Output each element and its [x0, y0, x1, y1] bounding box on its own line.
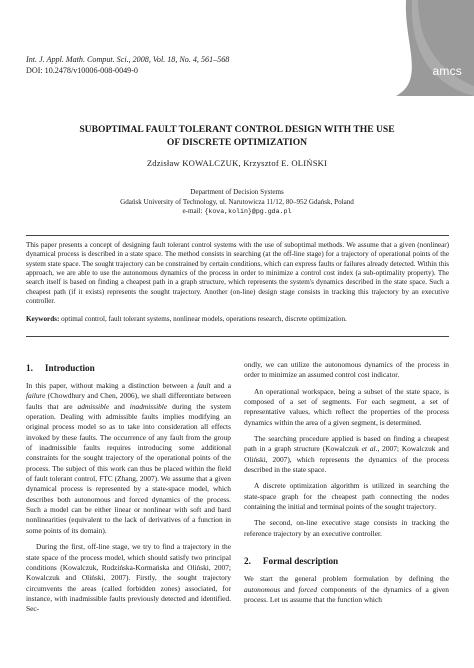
abstract: This paper presents a concept of designing fault tolerant control systems with the use of suboptimal methods. We assume that a given (nonlinear) dynamical process is described in a state space. The method consists in searching (at the off-line stage) for a trajectory of operational points of the system state space. The sought trajectory can be constrained by certain conditions, which can express faults or failures already detected. Within this approach, we are able to use the autonomous dynamics of the process in order to minimize a control cost index (a sub-optimality property). The search itself is based on finding a cheapest path in a graph structure, which represents the system's dynamics described in the state space. Such a cheapest path (if it exists) represents the sought trajectory. Another (on-line) design stage consists in tracking this trajectory by an executive controller.	[26, 241, 449, 306]
emph-inadmissible: inadmissible	[129, 401, 168, 411]
affiliation-department: Department of Decision Systems	[190, 188, 284, 196]
text-span: and	[109, 401, 130, 411]
text-span: during the system operation. Dealing with admissible faults implies modifying an original process model so as to take into consideration all effects invoked by these faults. The occurrence of any fault from the group of inadmissible faults requires introducing some additional constraints for the sought trajectory of the operational points of the process. The subject of this work can thus be placed within the field of fault tolerant control, FTC (Zhang, 2007). We assume that a given dynamical process is represented by a state-space model, which describes both autonomous and forced dynamics of the process. Such a model can be either linear or nonlinear with soft and hard nonlinearities (equivalent to the lack of derivatives of a function in some points of its domain).	[26, 401, 231, 535]
left-column	[26, 362, 231, 615]
text-span: components of the dynamics of a given process. Let us assume that the function which	[244, 584, 449, 604]
logo-text: amcs	[432, 64, 462, 78]
doi-line: DOI: 10.2478/v10006-008-0049-0	[26, 66, 138, 75]
amcs-logo	[396, 0, 474, 96]
text-span: and a	[210, 381, 231, 390]
affiliation-email-line	[40, 207, 434, 217]
title-line-1: SUBOPTIMAL FAULT TOLERANT CONTROL DESIGN WITH THE USE	[79, 124, 395, 135]
emph-fault: fault	[197, 381, 211, 390]
author-list: Zdzisław KOWALCZUK, Krzysztof E. OLIŃSKI	[146, 158, 328, 168]
right-paragraph-5: The second, on-line executive stage consists in tracking the reference trajectory by an executive controller.	[244, 518, 449, 538]
emph-forced: forced	[298, 584, 318, 594]
section-2-title: Formal description	[262, 556, 339, 567]
right-paragraph-4: A discrete optimization algorithm is utilized in searching the state-space graph for the cheapest path connecting the nodes containing the initial and terminal points of the sought trajectory.	[244, 481, 449, 512]
section-1-title: Introduction	[44, 363, 95, 373]
intro-paragraph-2: During the first, off-line stage, we try to find a trajectory in the state space of the process model, which should satisfy two principal conditions (Kowalczuk, Rudzińska-Kormańska and Oliński, 2007; Kowalczuk and Oliński, 2007). Firstly, the sought trajectory circumvents the areas (called forbidden zones) associated, for instance, with inadmissible faults previously detected and identified. Sec-	[26, 542, 231, 614]
paper-title	[40, 124, 434, 149]
section-1-heading	[26, 362, 231, 374]
title-line-2: OF DISCRETE OPTIMIZATION	[166, 136, 308, 148]
keywords-text: optimal control, fault tolerant systems, nonlinear models, operations research, discrete optimization.	[59, 315, 347, 323]
text-span: In this paper, without making a distinction between a	[26, 381, 198, 390]
abstract-bottom-rule	[26, 336, 449, 337]
keywords-label: Keywords:	[26, 315, 60, 323]
affiliation-university: Gdańsk University of Technology, ul. Narutowicza 11/12, 80–952 Gdańsk, Poland	[120, 197, 354, 206]
text-span: The searching procedure applied is based on finding a cheapest path in a graph structure (Kowalczuk	[244, 434, 449, 454]
intro-paragraph-1	[26, 381, 231, 536]
emph-et-al: et al.	[361, 444, 378, 454]
section-2-number: 2.	[244, 556, 251, 567]
emph-autonomous: autonomous	[244, 584, 281, 594]
emph-failure: failure	[26, 391, 46, 401]
text-span: and	[280, 584, 299, 594]
right-paragraph-2: An operational workspace, being a subset of the state space, is composed of a set of segments. For each segment, a set of representative values, which reflect the properties of the process dynamics within the area of a given segment, is determined.	[244, 386, 449, 427]
right-paragraph-1: ondly, we can utilize the autonomous dynamics of the process in order to minimize an assumed control cost indicator.	[244, 360, 449, 380]
section-1-number: 1.	[26, 363, 33, 373]
affiliation	[40, 188, 434, 217]
section-2-heading	[244, 555, 449, 567]
email-label: e-mail:	[182, 207, 205, 216]
keywords	[26, 315, 449, 324]
formal-paragraph-1	[244, 574, 449, 605]
right-column	[244, 360, 449, 605]
text-span: , 2007; Kowalczuk and Oliński, 2007), which represents the dynamics of the process described in the state space.	[244, 444, 449, 475]
right-paragraph-3	[244, 434, 449, 475]
text-span: We start the general problem formulation by defining the	[244, 574, 449, 584]
abstract-top-rule	[26, 235, 449, 236]
journal-citation: Int. J. Appl. Math. Comput. Sci., 2008, Vol. 18, No. 4, 561–568	[26, 55, 230, 64]
logo-swoosh-icon	[396, 0, 474, 96]
emph-admissible: admissible	[77, 401, 110, 411]
email-address: {kova,kolin}@pg.gda.pl	[204, 208, 292, 216]
journal-header	[26, 54, 356, 76]
text-span: (Chowdhury and Chen, 2006), we shall differentiate between faults that are	[26, 391, 231, 411]
